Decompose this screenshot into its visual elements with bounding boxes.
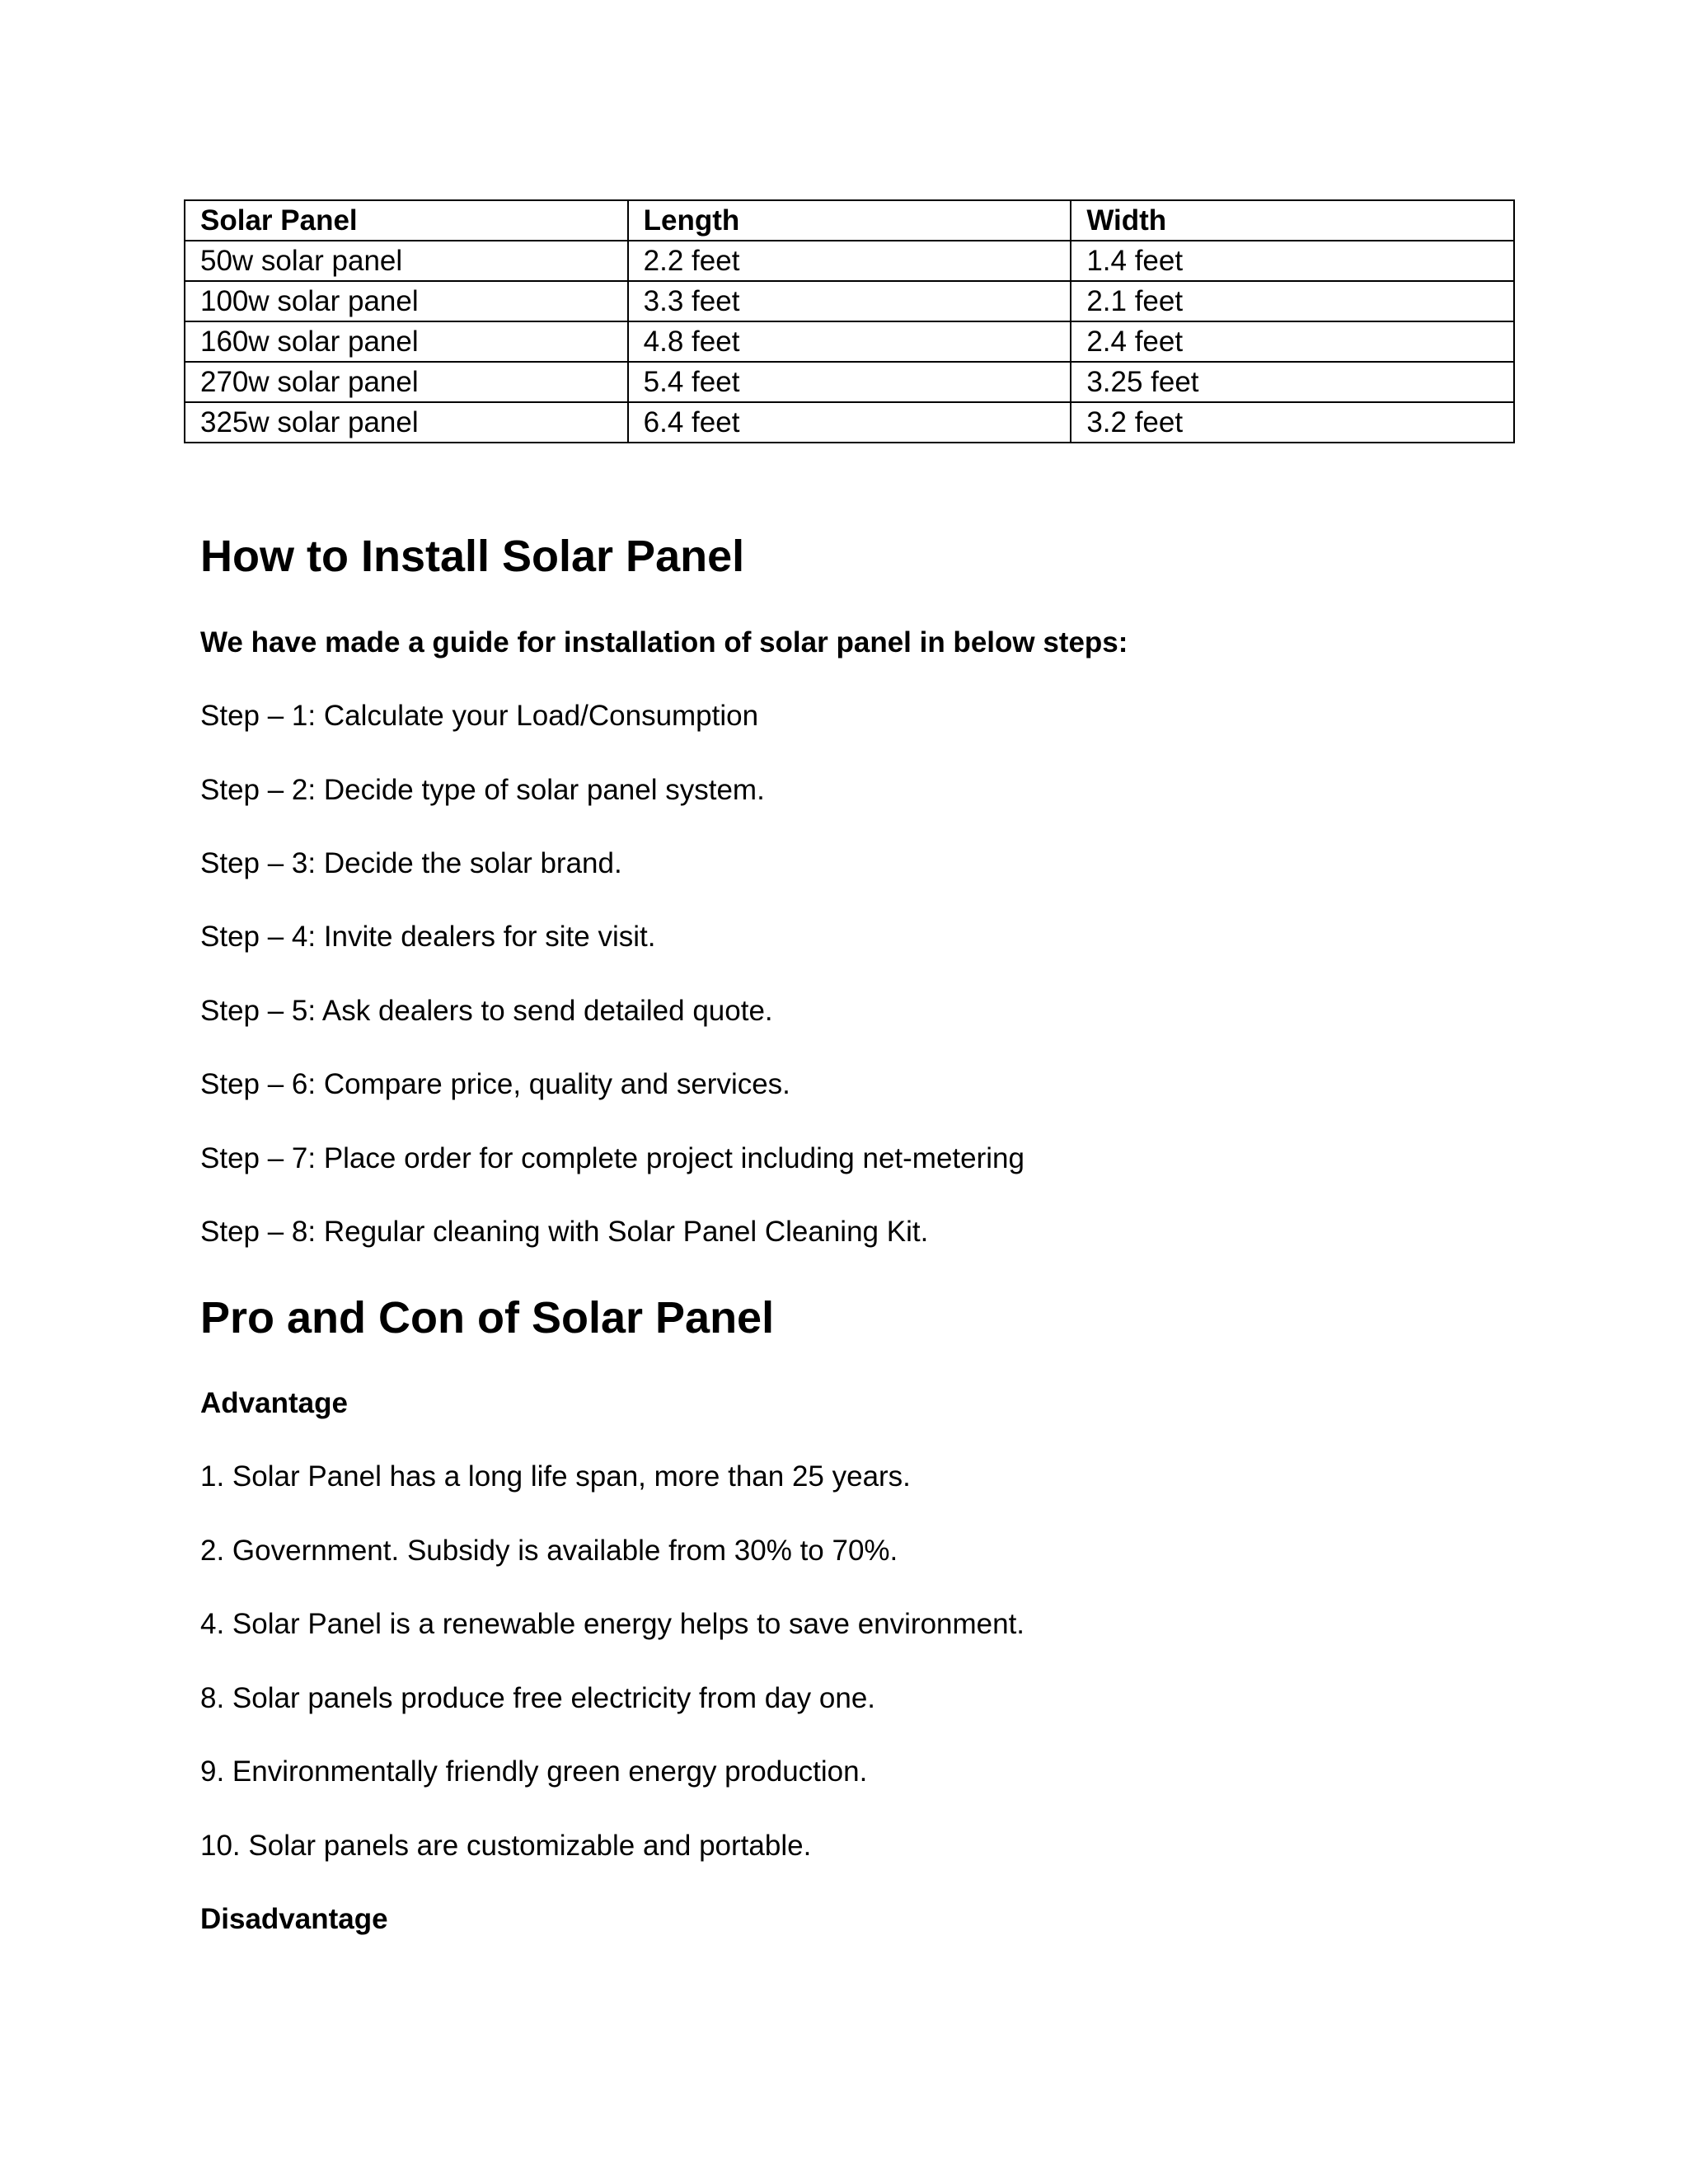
advantage-item: 2. Government. Subsidy is available from 30% to 70%. [200, 1535, 898, 1567]
solar-panel-size-table [184, 199, 1515, 443]
table-cell: 3.2 feet [1071, 402, 1514, 443]
table-cell: 3.25 feet [1071, 362, 1514, 402]
table-header-cell: Solar Panel [185, 200, 628, 241]
table-cell: 160w solar panel [185, 321, 628, 362]
table-cell: 1.4 feet [1071, 241, 1514, 281]
install-step: Step – 2: Decide type of solar panel system. [200, 774, 765, 806]
install-lead: We have made a guide for installation of solar panel in below steps: [200, 626, 1128, 658]
table-row [185, 402, 1514, 443]
table-cell: 3.3 feet [628, 281, 1071, 321]
table-cell: 325w solar panel [185, 402, 628, 443]
advantage-item: 9. Environmentally friendly green energy production. [200, 1755, 868, 1788]
table-cell: 2.2 feet [628, 241, 1071, 281]
table-row [185, 321, 1514, 362]
install-step: Step – 6: Compare price, quality and services. [200, 1068, 790, 1100]
install-step: Step – 4: Invite dealers for site visit. [200, 921, 656, 953]
install-step: Step – 5: Ask dealers to send detailed quote. [200, 995, 773, 1027]
table-row [185, 281, 1514, 321]
table-cell: 6.4 feet [628, 402, 1071, 443]
table-cell: 4.8 feet [628, 321, 1071, 362]
advantage-label: Advantage [200, 1387, 348, 1419]
install-step: Step – 8: Regular cleaning with Solar Panel Cleaning Kit. [200, 1216, 929, 1248]
table-header-cell: Width [1071, 200, 1514, 241]
table-header-row [185, 200, 1514, 241]
advantage-item: 4. Solar Panel is a renewable energy helps to save environment. [200, 1608, 1025, 1640]
install-heading: How to Install Solar Panel [200, 532, 745, 581]
table-cell: 2.1 feet [1071, 281, 1514, 321]
install-step: Step – 3: Decide the solar brand. [200, 847, 622, 879]
table-cell: 100w solar panel [185, 281, 628, 321]
table-cell: 270w solar panel [185, 362, 628, 402]
disadvantage-label: Disadvantage [200, 1903, 388, 1935]
table-cell: 2.4 feet [1071, 321, 1514, 362]
install-step: Step – 1: Calculate your Load/Consumption [200, 700, 759, 732]
advantage-item: 10. Solar panels are customizable and portable. [200, 1830, 812, 1862]
table-cell: 50w solar panel [185, 241, 628, 281]
procon-heading: Pro and Con of Solar Panel [200, 1293, 775, 1343]
table-row [185, 241, 1514, 281]
install-step: Step – 7: Place order for complete project including net-metering [200, 1142, 1025, 1174]
advantage-item: 8. Solar panels produce free electricity from day one. [200, 1682, 876, 1714]
advantage-item: 1. Solar Panel has a long life span, more than 25 years. [200, 1460, 911, 1493]
table-header-cell: Length [628, 200, 1071, 241]
table-cell: 5.4 feet [628, 362, 1071, 402]
table-row [185, 362, 1514, 402]
